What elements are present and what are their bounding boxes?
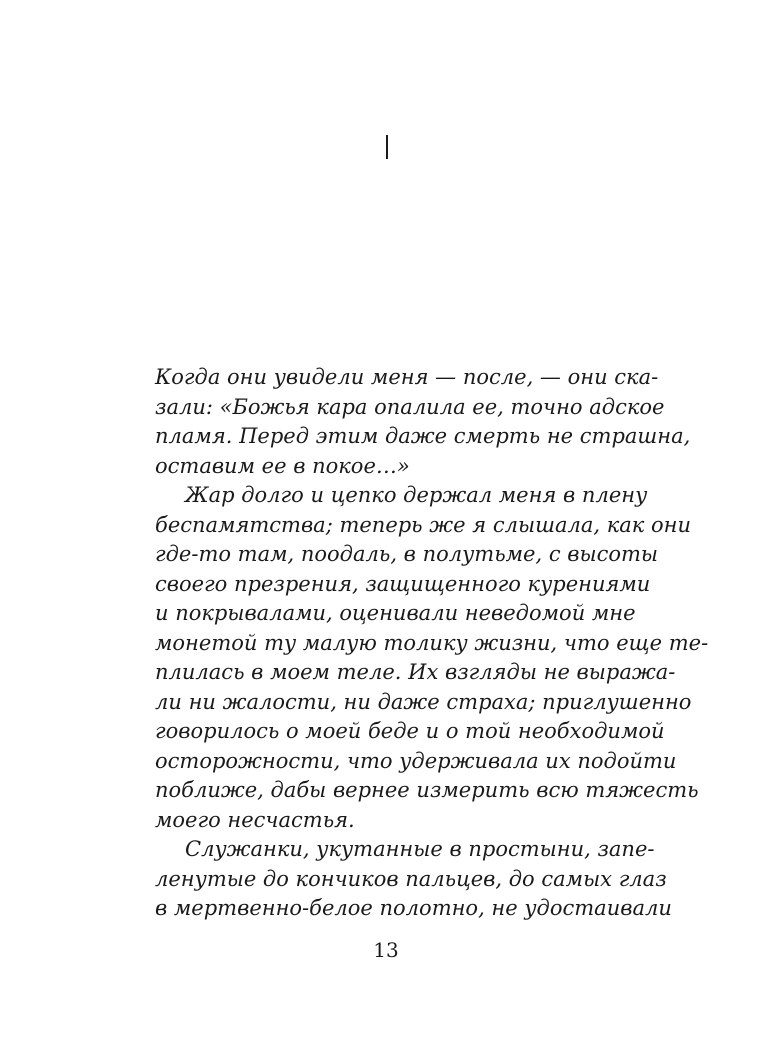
text-line: Служанки, укутанные в простыни, запе- [185, 837, 655, 861]
text-line: поближе, дабы вернее измерить всю тяжесть [155, 778, 699, 802]
text-line: ленутые до кончиков пальцев, до самых глаз [155, 866, 667, 891]
text-line: монетой ту малую толику жизни, что еще те- [155, 630, 709, 655]
chapter-numeral-mark [386, 135, 388, 159]
text-line: Когда они увидели меня — после, — они ска- [155, 365, 659, 389]
text-line: и покрывалами, оценивали неведомой мне [155, 601, 636, 625]
text-line: Жар долго и цепко держал меня в плену [185, 483, 648, 507]
text-line: осторожности, что удерживала их подойти [155, 748, 677, 773]
text-line: оставим ее в покое…» [155, 453, 410, 478]
text-line: пламя. Перед этим даже смерть не страшна, [155, 424, 691, 448]
body-text [155, 363, 709, 924]
text-line: в мертвенно-белое полотно, не удостаивали [155, 896, 672, 920]
text-line: своего презрения, защищенного курениями [155, 571, 651, 596]
text-line: где-то там, поодаль, в полутьме, с высоты [155, 542, 659, 566]
text-line: беспамятства; теперь же я слышала, как они [155, 512, 692, 537]
text-line: говорилось о моей беде и о той необходимой [155, 719, 665, 743]
text-line: зали: «Божья кара опалила ее, точно адское [155, 394, 665, 419]
text-line: плилась в моем теле. Их взгляды не выража- [155, 660, 676, 684]
text-line: моего несчастья. [155, 807, 355, 832]
text-line: ли ни жалости, ни даже страха; приглушенно [155, 689, 692, 714]
page-number: 13 [373, 938, 399, 962]
